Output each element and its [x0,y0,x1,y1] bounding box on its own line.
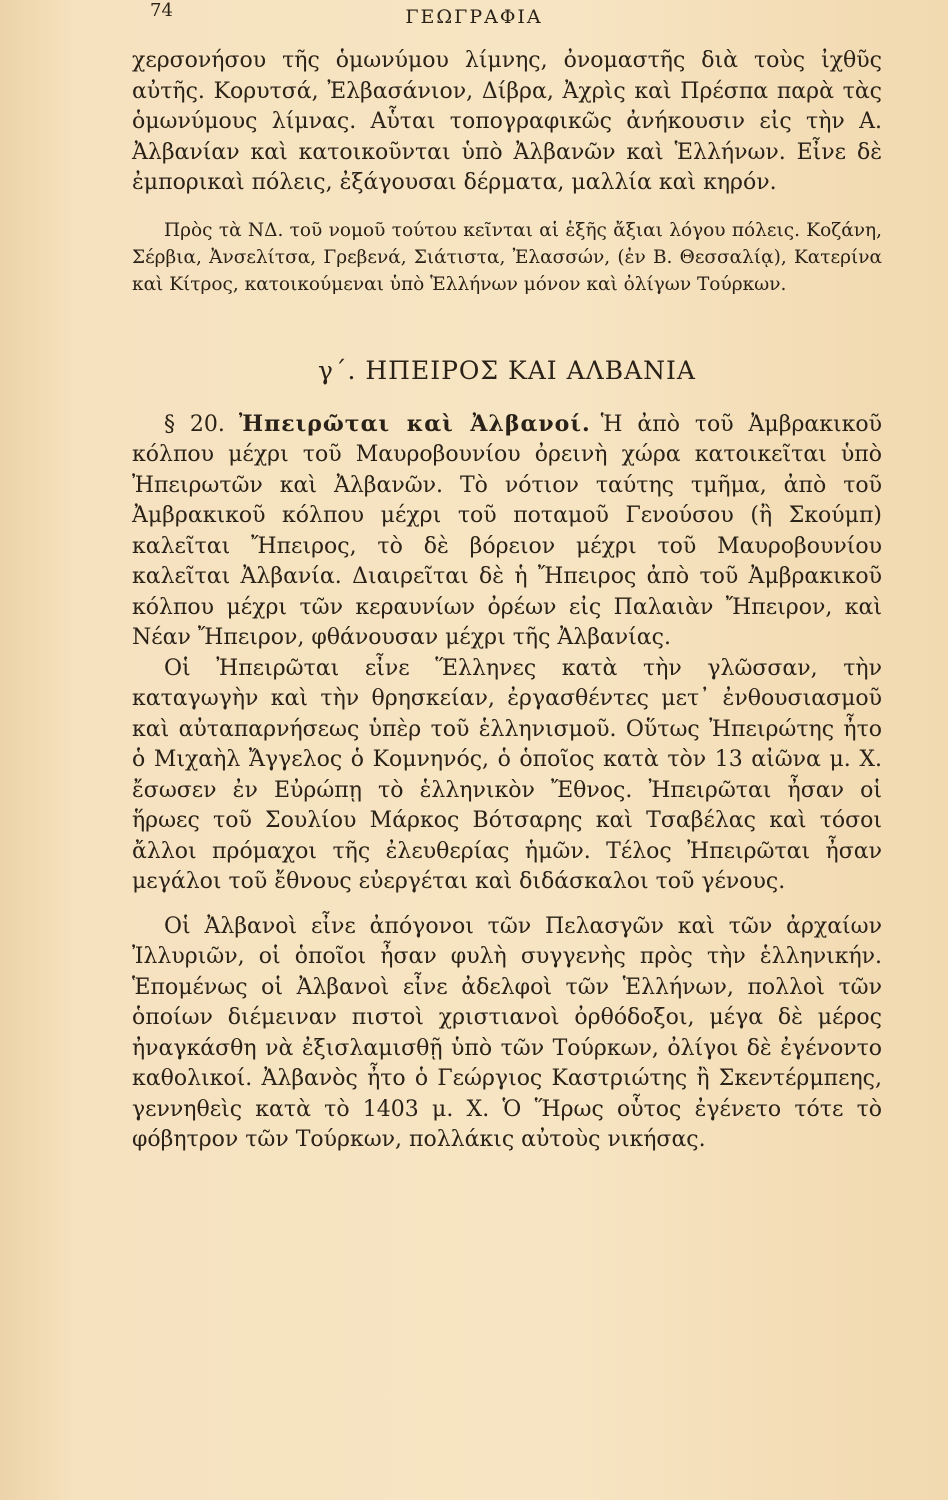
section-title: Ἠπειρῶται καὶ Ἀλβανοί. [238,410,591,437]
body-text [132,46,882,1156]
section-mark: § 20. [164,411,225,437]
paragraph-4: Οἱ Ἠπειρῶται εἶνε Ἕλληνες κατὰ τὴν γλῶσσαν, τὴν καταγωγὴν καὶ τὴν θρησκείαν, ἐργασθέντες μετ᾽ ἐνθουσιασμοῦ καὶ αὐταπαρνήσεως ὑπὲρ τοῦ ἑλληνισμοῦ. Οὕτως Ἠπειρώτης ἦτο ὁ Μιχαὴλ Ἄγγελος ὁ Κομνηνός, ὁ ὁποῖος κατὰ τὸν 13 αἰῶνα μ. Χ. ἔσωσεν ἐν Εὐρώπῃ τὸ ἑλληνικὸν Ἔθνος. Ἠπειρῶται ἦσαν οἱ ἥρωες τοῦ Σουλίου Μάρκος Βότσαρης καὶ Τσαβέλας καὶ τόσοι ἄλλοι πρόμαχοι τῆς ἐλευθερίας ἡμῶν. Τέλος Ἠπειρῶται ἦσαν μεγάλοι τοῦ ἔθνους εὐεργέται καὶ διδάσκαλοι τοῦ γένους. [132,655,882,894]
page-number: 74 [150,0,173,21]
paragraph-3 [132,409,882,654]
paragraph-5: Οἱ Ἀλβανοὶ εἶνε ἀπόγονοι τῶν Πελασγῶν καὶ τῶν ἀρχαίων Ἰλλυριῶν, οἱ ὁποῖοι ἦσαν φυλὴ συγγενὴς πρὸς τὴν ἑλληνικήν. Ἑπομένως οἱ Ἀλβανοὶ εἶνε ἀδελφοὶ τῶν Ἑλλήνων, πολλοὶ τῶν ὁποίων διέμειναν πιστοὶ χριστιανοὶ ὀρθόδοξοι, μέγα δὲ μέρος ἠναγκάσθη νὰ ἐξισλαμισθῇ ὑπὸ τῶν Τούρκων, ὀλίγοι δὲ ἐγένοντο καθολικοί. Ἀλβανὸς ἦτο ὁ Γεώργιος Καστριώτης ἢ Σκεντέρμπεης, γεννηθεὶς κατὰ τὸ 1403 μ. Χ. Ὁ Ἥρως οὗτος ἐγένετο τότε τὸ φόβητρον τῶν Τούρκων, πολλάκις αὐτοὺς νικήσας. [132,913,882,1152]
running-head: ΓΕΩΓΡΑΦΙΑ [405,6,543,28]
paragraph-2: Πρὸς τὰ ΝΔ. τοῦ νομοῦ τούτου κεῖνται αἱ ἑξῆς ἄξιαι λόγου πόλεις. Κοζάνη, Σέρβια, Ἀνσελίτσα, Γρεβενά, Σιάτιστα, Ἐλασσών, (ἐν Β. Θεσσαλίᾳ), Κατερίνα καὶ Κίτρος, κατοικούμεναι ὑπὸ Ἑλλήνων μόνον καὶ ὀλίγων Τούρκων. [132,219,882,295]
paragraph-1: χερσονήσου τῆς ὁμωνύμου λίμνης, ὀνομαστῆς διὰ τοὺς ἰχθῦς αὐτῆς. Κορυτσά, Ἐλβασάνιον, Δίβρα, Ἀχρὶς καὶ Πρέσπα παρὰ τὰς ὁμωνύμους λίμνας. Αὗται τοπογραφικῶς ἀνήκουσιν εἰς τὴν Α. Ἀλβανίαν καὶ κατοικοῦνται ὑπὸ Ἀλβανῶν καὶ Ἑλλήνων. Εἶνε δὲ ἐμπορικαὶ πόλεις, ἐξάγουσαι δέρματα, μαλλία καὶ κηρόν. [132,48,882,195]
paragraph-3-text: Ἡ ἀπὸ τοῦ Ἀμβρακικοῦ κόλπου μέχρι τοῦ Μαυροβουνίου ὀρεινὴ χώρα κατοικεῖται ὑπὸ Ἠπειρωτῶν καὶ Ἀλβανῶν. Τὸ νότιον ταύτης τμῆμα, ἀπὸ τοῦ Ἀμβρακικοῦ κόλπου μέχρι τοῦ ποταμοῦ Γενούσου (ἢ Σκούμπ) καλεῖται Ἤπειρος, τὸ δὲ βόρειον μέχρι τοῦ Μαυροβουνίου καλεῖται Ἀλβανία. Διαιρεῖται δὲ ἡ Ἤπειρος ἀπὸ τοῦ Ἀμβρακικοῦ κόλπου μέχρι τῶν κεραυνίων ὀρέων εἰς Παλαιὰν Ἤπειρον, καὶ Νέαν Ἤπειρον, φθάνουσαν μέχρι τῆς Ἀλβανίας. [132,411,882,650]
chapter-heading: γ΄. ΗΠΕΙΡΟΣ ΚΑΙ ΑΛΒΑΝΙΑ [318,355,696,385]
